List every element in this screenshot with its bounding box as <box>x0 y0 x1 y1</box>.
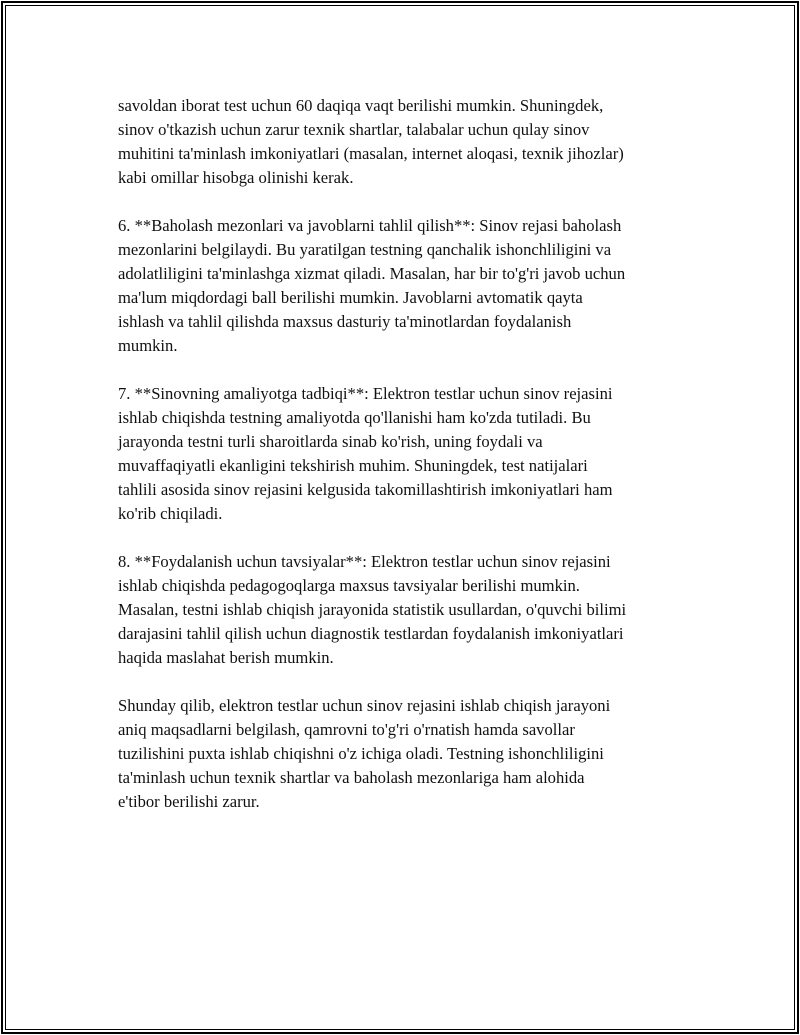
text-line: aniq maqsadlarni belgilash, qamrovni to'g'ri o'rnatish hamda savollar <box>118 720 575 739</box>
text-line: ishlab chiqishda pedagogoqlarga maxsus tavsiyalar berilishi mumkin. <box>118 576 580 595</box>
text-line: savoldan iborat test uchun 60 daqiqa vaqt berilishi mumkin. Shuningdek, <box>118 96 604 115</box>
text-line: ko'rib chiqiladi. <box>118 504 223 523</box>
paragraph-section-6 <box>118 214 698 358</box>
text-line: 7. **Sinovning amaliyotga tadbiqi**: Elektron testlar uchun sinov rejasini <box>118 384 613 403</box>
text-line: mumkin. <box>118 336 178 355</box>
text-line: Shunday qilib, elektron testlar uchun sinov rejasini ishlab chiqish jarayoni <box>118 696 611 715</box>
text-line: sinov o'tkazish uchun zarur texnik shartlar, talabalar uchun qulay sinov <box>118 120 590 139</box>
text-line: tuzilishini puxta ishlab chiqishni o'z ichiga oladi. Testning ishonchliligini <box>118 744 604 763</box>
text-line: ma'lum miqdordagi ball berilishi mumkin. Javoblarni avtomatik qayta <box>118 288 583 307</box>
text-line: ta'minlash uchun texnik shartlar va baholash mezonlariga ham alohida <box>118 768 585 787</box>
paragraph-section-8 <box>118 550 698 670</box>
text-line: 6. **Baholash mezonlari va javoblarni tahlil qilish**: Sinov rejasi baholash <box>118 216 622 235</box>
paragraph-conclusion <box>118 694 698 814</box>
text-line: haqida maslahat berish mumkin. <box>118 648 334 667</box>
text-line: e'tibor berilishi zarur. <box>118 792 260 811</box>
text-line: mezonlarini belgilaydi. Bu yaratilgan testning qanchalik ishonchliligini va <box>118 240 612 259</box>
paragraph-continuation <box>118 94 698 190</box>
text-line: muvaffaqiyatli ekanligini tekshirish muhim. Shuningdek, test natijalari <box>118 456 588 475</box>
text-line: tahlili asosida sinov rejasini kelgusida takomillashtirish imkoniyatlari ham <box>118 480 613 499</box>
text-line: ishlash va tahlil qilishda maxsus dasturiy ta'minotlardan foydalanish <box>118 312 572 331</box>
text-line: kabi omillar hisobga olinishi kerak. <box>118 168 354 187</box>
paragraph-section-7 <box>118 382 698 526</box>
text-line: darajasini tahlil qilish uchun diagnostik testlardan foydalanish imkoniyatlari <box>118 624 624 643</box>
text-line: adolatliligini ta'minlashga xizmat qiladi. Masalan, har bir to'g'ri javob uchun <box>118 264 626 283</box>
text-line: Masalan, testni ishlab chiqish jarayonida statistik usullardan, o'quvchi bilimi <box>118 600 627 619</box>
text-line: jarayonda testni turli sharoitlarda sinab ko'rish, uning foydali va <box>118 432 543 451</box>
text-line: muhitini ta'minlash imkoniyatlari (masalan, internet aloqasi, texnik jihozlar) <box>118 144 624 163</box>
document-body <box>118 94 698 838</box>
text-line: ishlab chiqishda testning amaliyotda qo'llanishi ham ko'zda tutiladi. Bu <box>118 408 591 427</box>
text-line: 8. **Foydalanish uchun tavsiyalar**: Elektron testlar uchun sinov rejasini <box>118 552 611 571</box>
